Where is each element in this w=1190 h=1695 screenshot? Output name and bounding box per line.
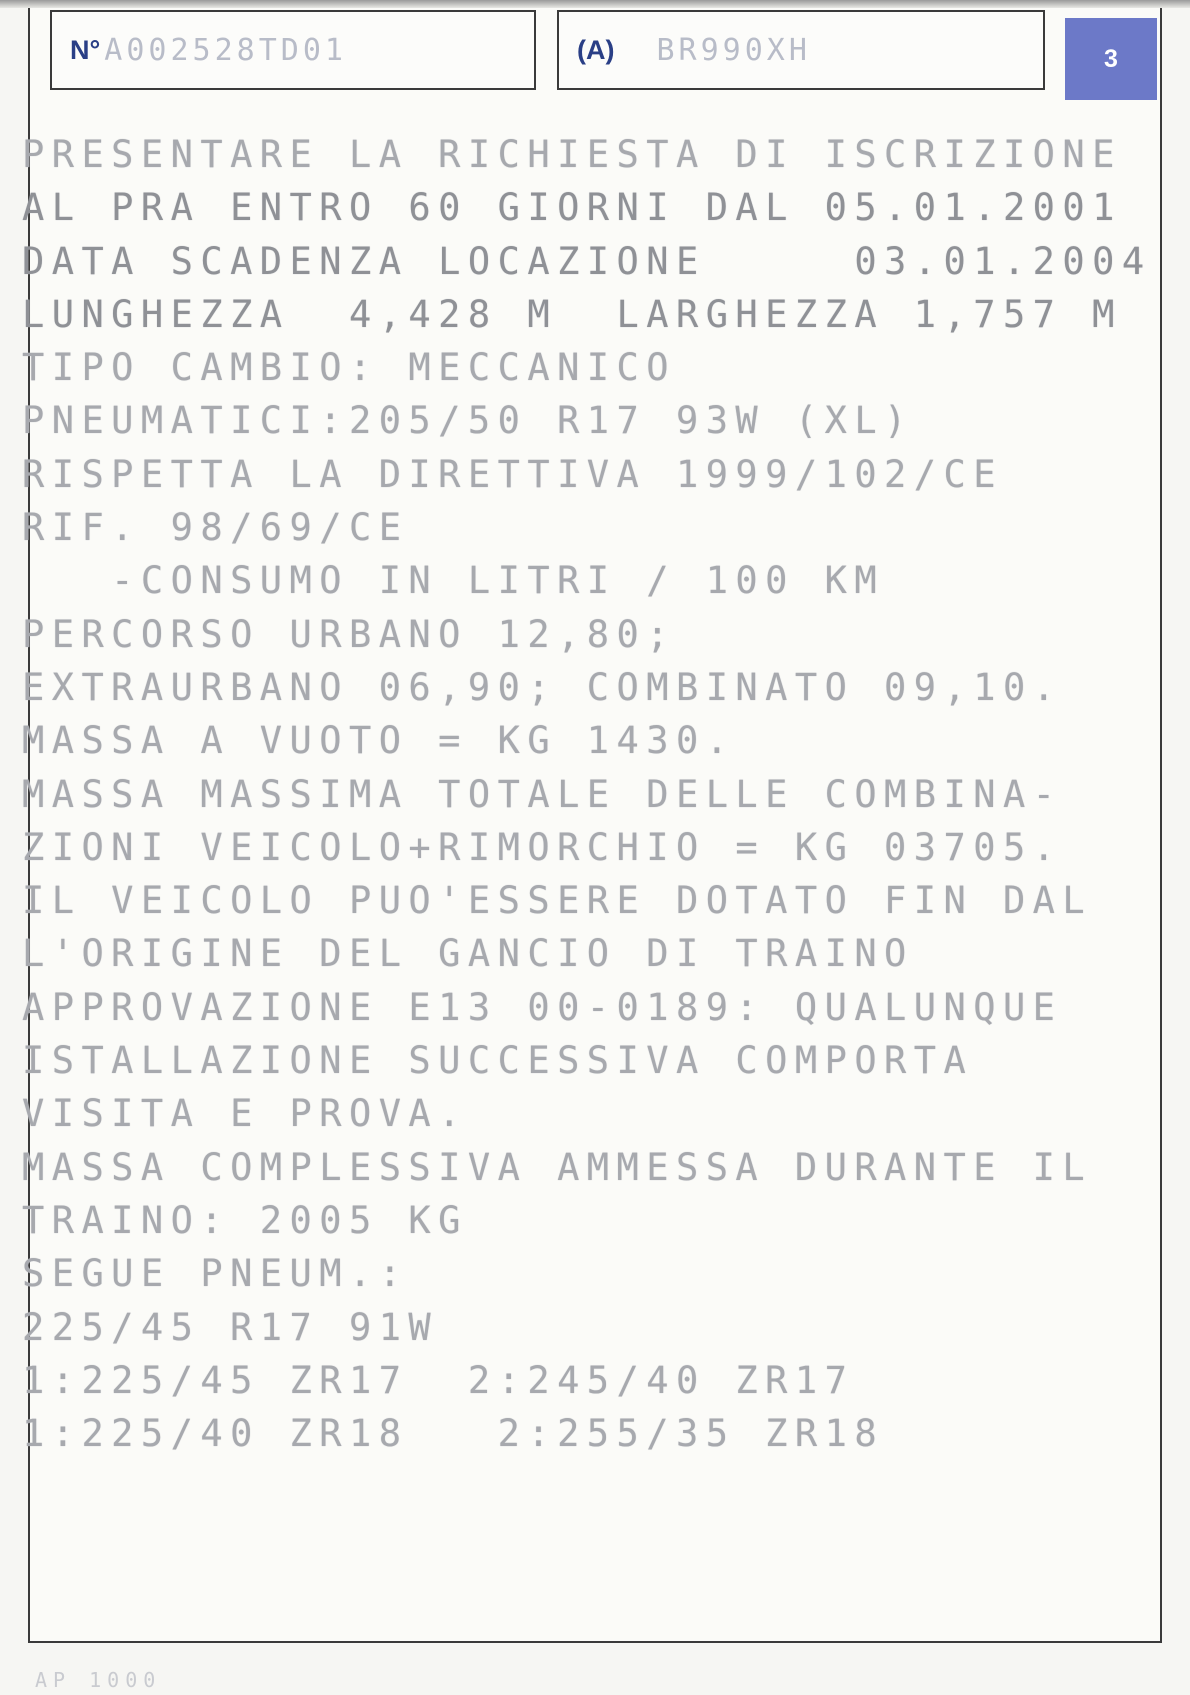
document-number-box bbox=[50, 10, 536, 90]
text-line: LUNGHEZZA 4,428 M LARGHEZZA 1,757 M bbox=[22, 292, 1122, 336]
text-line: IL VEICOLO PUO'ESSERE DOTATO FIN DAL bbox=[22, 879, 1093, 923]
text-line: TIPO CAMBIO: MECCANICO bbox=[22, 346, 676, 390]
text-line: AL PRA ENTRO 60 GIORNI DAL 05.01.2001 bbox=[22, 186, 1122, 230]
text-line: TRAINO: 2005 KG bbox=[22, 1198, 468, 1242]
document-number: A002528TD01 bbox=[104, 32, 347, 68]
text-line: 1:225/45 ZR17 2:245/40 ZR17 bbox=[22, 1358, 855, 1402]
plate-box bbox=[557, 10, 1045, 90]
scan-top-edge bbox=[0, 0, 1190, 8]
text-line: PERCORSO URBANO 12,80; bbox=[22, 612, 676, 656]
text-line: ZIONI VEICOLO+RIMORCHIO = KG 03705. bbox=[22, 825, 1063, 869]
text-line: PNEUMATICI:205/50 R17 93W (XL) bbox=[22, 399, 914, 443]
text-line: EXTRAURBANO 06,90; COMBINATO 09,10. bbox=[22, 665, 1063, 709]
text-line: SEGUE PNEUM.: bbox=[22, 1252, 409, 1296]
text-line: PRESENTARE LA RICHIESTA DI ISCRIZIONE bbox=[22, 133, 1122, 176]
plate-number: BR990XH bbox=[656, 32, 811, 68]
page-number-badge: 3 bbox=[1065, 18, 1157, 100]
text-line: -CONSUMO IN LITRI / 100 KM bbox=[22, 559, 885, 603]
number-prefix: N° bbox=[70, 34, 101, 65]
text-line: MASSA COMPLESSIVA AMMESSA DURANTE IL bbox=[22, 1145, 1093, 1189]
text-line: VISITA E PROVA. bbox=[22, 1092, 468, 1136]
text-line: APPROVAZIONE E13 00-0189: QUALUNQUE bbox=[22, 985, 1063, 1029]
text-line: ISTALLAZIONE SUCCESSIVA COMPORTA bbox=[22, 1039, 974, 1083]
text-line: RIF. 98/69/CE bbox=[22, 506, 409, 550]
text-line: MASSA MASSIMA TOTALE DELLE COMBINA- bbox=[22, 772, 1063, 816]
footer-cut-text: AP 1000 bbox=[35, 1668, 162, 1692]
printed-text-block bbox=[22, 128, 1152, 1460]
plate-prefix: (A) bbox=[577, 34, 615, 65]
text-line: 1:225/40 ZR18 2:255/35 ZR18 bbox=[22, 1412, 885, 1456]
text-line: L'ORIGINE DEL GANCIO DI TRAINO bbox=[22, 932, 914, 976]
text-line: 225/45 R17 91W bbox=[22, 1305, 439, 1349]
text-line: DATA SCADENZA LOCAZIONE 03.01.2004 bbox=[22, 239, 1152, 283]
text-line: MASSA A VUOTO = KG 1430. bbox=[22, 719, 736, 763]
text-line: RISPETTA LA DIRETTIVA 1999/102/CE bbox=[22, 452, 1003, 496]
